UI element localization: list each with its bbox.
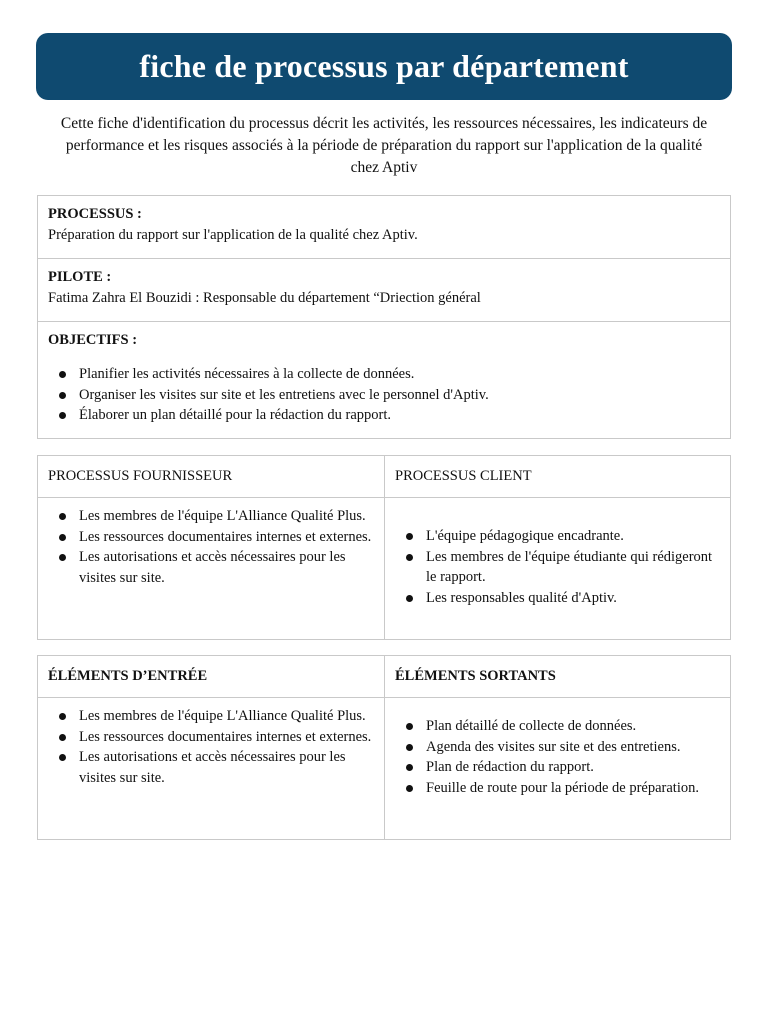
client-cell bbox=[385, 498, 730, 639]
sortie-cell bbox=[385, 698, 730, 839]
fournisseur-list bbox=[48, 506, 374, 588]
list-item: Plan détaillé de collecte de données. bbox=[395, 716, 720, 737]
pilote-value: Fatima Zahra El Bouzidi : Responsable du département “Driection général bbox=[48, 290, 481, 306]
pilote-section bbox=[38, 259, 730, 322]
list-item: Les membres de l'équipe L'Alliance Qualité Plus. bbox=[48, 706, 374, 727]
sortie-list bbox=[395, 716, 720, 798]
client-header: PROCESSUS CLIENT bbox=[385, 456, 730, 498]
fournisseur-header: PROCESSUS FOURNISSEUR bbox=[38, 456, 385, 498]
list-item: Les autorisations et accès nécessaires pour les visites sur site. bbox=[48, 747, 374, 788]
objectifs-list bbox=[48, 364, 720, 426]
processus-value: Préparation du rapport sur l'application de la qualité chez Aptiv. bbox=[48, 227, 418, 243]
page-title: fiche de processus par département bbox=[139, 48, 629, 84]
list-item: Les membres de l'équipe étudiante qui rédigeront le rapport. bbox=[395, 547, 720, 588]
supplier-client-table bbox=[37, 455, 731, 640]
objectifs-section bbox=[38, 322, 730, 438]
objectifs-label: OBJECTIFS : bbox=[48, 332, 138, 348]
list-item: Agenda des visites sur site et des entretiens. bbox=[395, 737, 720, 758]
inputs-outputs-table bbox=[37, 655, 731, 840]
table-body-row bbox=[38, 698, 730, 839]
list-item: Les autorisations et accès nécessaires pour les visites sur site. bbox=[48, 547, 374, 588]
sortie-header: ÉLÉMENTS SORTANTS bbox=[385, 656, 730, 698]
processus-section bbox=[38, 196, 730, 259]
fournisseur-cell bbox=[38, 498, 385, 639]
entree-header: ÉLÉMENTS D’ENTRÉE bbox=[38, 656, 385, 698]
list-item: Plan de rédaction du rapport. bbox=[395, 757, 720, 778]
table-header-row bbox=[38, 656, 730, 698]
list-item: Les responsables qualité d'Aptiv. bbox=[395, 588, 720, 609]
intro-paragraph: Cette fiche d'identification du processus décrit les activités, les ressources nécessaires, les indicateurs de performance et les risques associés à la période de préparation du rapport sur l'application de la qualité chez Aptiv bbox=[60, 115, 708, 176]
client-list bbox=[395, 526, 720, 608]
list-item: Organiser les visites sur site et les entretiens avec le personnel d'Aptiv. bbox=[48, 385, 720, 406]
list-item: Élaborer un plan détaillé pour la rédaction du rapport. bbox=[48, 405, 720, 426]
processus-label: PROCESSUS : bbox=[48, 206, 142, 222]
list-item: L'équipe pédagogique encadrante. bbox=[395, 526, 720, 547]
entree-list bbox=[48, 706, 374, 788]
list-item: Les membres de l'équipe L'Alliance Qualité Plus. bbox=[48, 506, 374, 527]
title-banner bbox=[36, 33, 732, 100]
list-item: Feuille de route pour la période de préparation. bbox=[395, 778, 720, 799]
entree-cell bbox=[38, 698, 385, 839]
list-item: Les ressources documentaires internes et externes. bbox=[48, 527, 374, 548]
table-header-row bbox=[38, 456, 730, 498]
list-item: Planifier les activités nécessaires à la collecte de données. bbox=[48, 364, 720, 385]
table-body-row bbox=[38, 498, 730, 639]
pilote-label: PILOTE : bbox=[48, 269, 112, 285]
list-item: Les ressources documentaires internes et externes. bbox=[48, 727, 374, 748]
process-info-table bbox=[37, 195, 731, 439]
